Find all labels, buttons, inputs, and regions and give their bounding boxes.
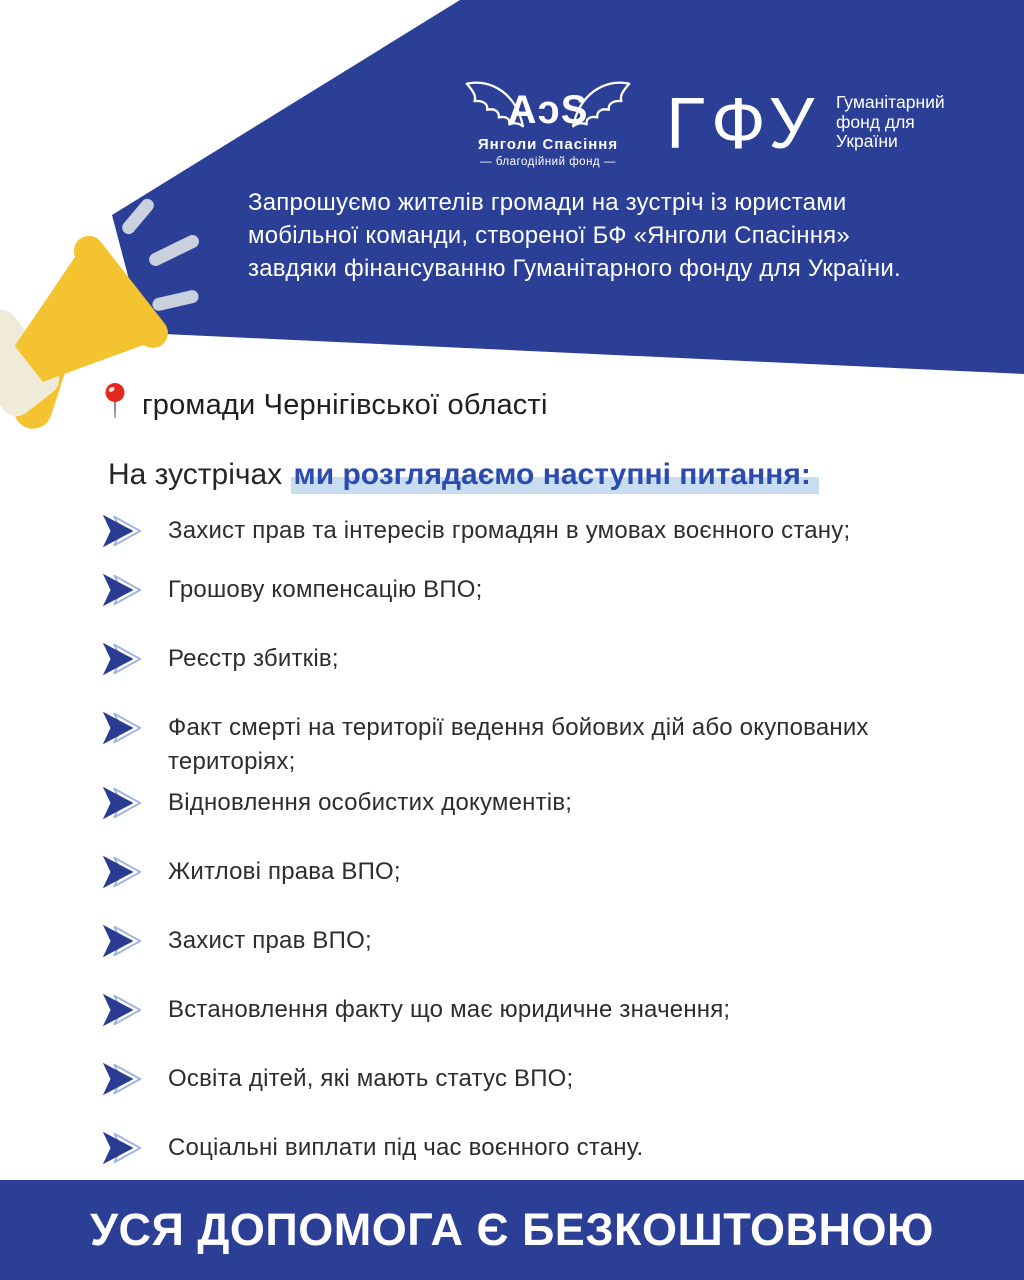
list-item-text: Захист прав та інтересів громадян в умовах воєнного стану; [168,517,851,544]
arrow-bullet-icon [100,785,144,826]
list-item [100,993,890,1033]
list-item-text: Житлові права ВПО; [168,858,401,885]
gfu-abbreviation: ГФУ [666,84,821,164]
heading-highlight: ми розглядаємо наступні питання: [291,458,819,496]
gfu-name [836,93,945,152]
list-item-text: Реєстр збитків; [168,645,339,672]
footer-banner [0,1180,1024,1280]
list-item [100,1131,890,1171]
topics-list [100,514,890,1200]
arrow-bullet-icon [100,572,144,613]
list-item [100,1062,890,1102]
list-item-text: Відновлення особистих документів; [168,789,573,816]
intro-line: мобільної команди, створеної БФ «Янголи Спасіння» [248,222,850,249]
list-item-text: Встановлення факту що має юридичне значення; [168,996,731,1023]
aos-subtitle: — благодійний фонд — [480,156,616,168]
list-item-text: Освіта дітей, які мають статус ВПО; [168,1065,574,1092]
aos-logo [458,72,638,177]
arrow-bullet-icon [100,710,144,751]
list-item-text: Грошову компенсацію ВПО; [168,576,483,603]
arrow-bullet-icon [100,992,144,1033]
gfu-name-line: Гуманітарний [836,92,945,112]
intro-line: завдяки фінансуванню Гуманітарного фонду для України. [248,255,901,282]
arrow-bullet-icon [100,923,144,964]
list-item [100,573,890,613]
list-item [100,642,890,682]
arrow-bullet-icon [100,1130,144,1171]
location-text: громади Чернігівської області [142,389,548,421]
arrow-bullet-icon [100,1061,144,1102]
list-item [100,711,890,779]
footer-text: УСЯ ДОПОМОГА Є БЕЗКОШТОВНОЮ [90,1204,934,1255]
intro-text [248,186,901,285]
aos-name: Янголи Спасіння [477,136,619,153]
list-item-text: Факт смерті на території ведення бойових дій або окупованих територіях; [168,714,869,775]
heading-plain: На зустрічах [108,458,291,491]
list-item-text: Соціальні виплати під час воєнного стану. [168,1134,644,1161]
list-item [100,924,890,964]
arrow-bullet-icon [100,513,144,554]
list-item-text: Захист прав ВПО; [168,927,372,954]
list-item [100,514,890,554]
section-heading [108,458,819,492]
intro-line: Запрошуємо жителів громади на зустріч із юристами [248,189,847,216]
list-item [100,786,890,826]
location-row [102,380,548,422]
gfu-name-line: фонд для [836,111,915,132]
arrow-bullet-icon [100,641,144,682]
gfu-name-line: України [836,131,898,151]
aos-abbreviation: AɔS [507,88,589,132]
list-item [100,855,890,895]
arrow-bullet-icon [100,854,144,895]
